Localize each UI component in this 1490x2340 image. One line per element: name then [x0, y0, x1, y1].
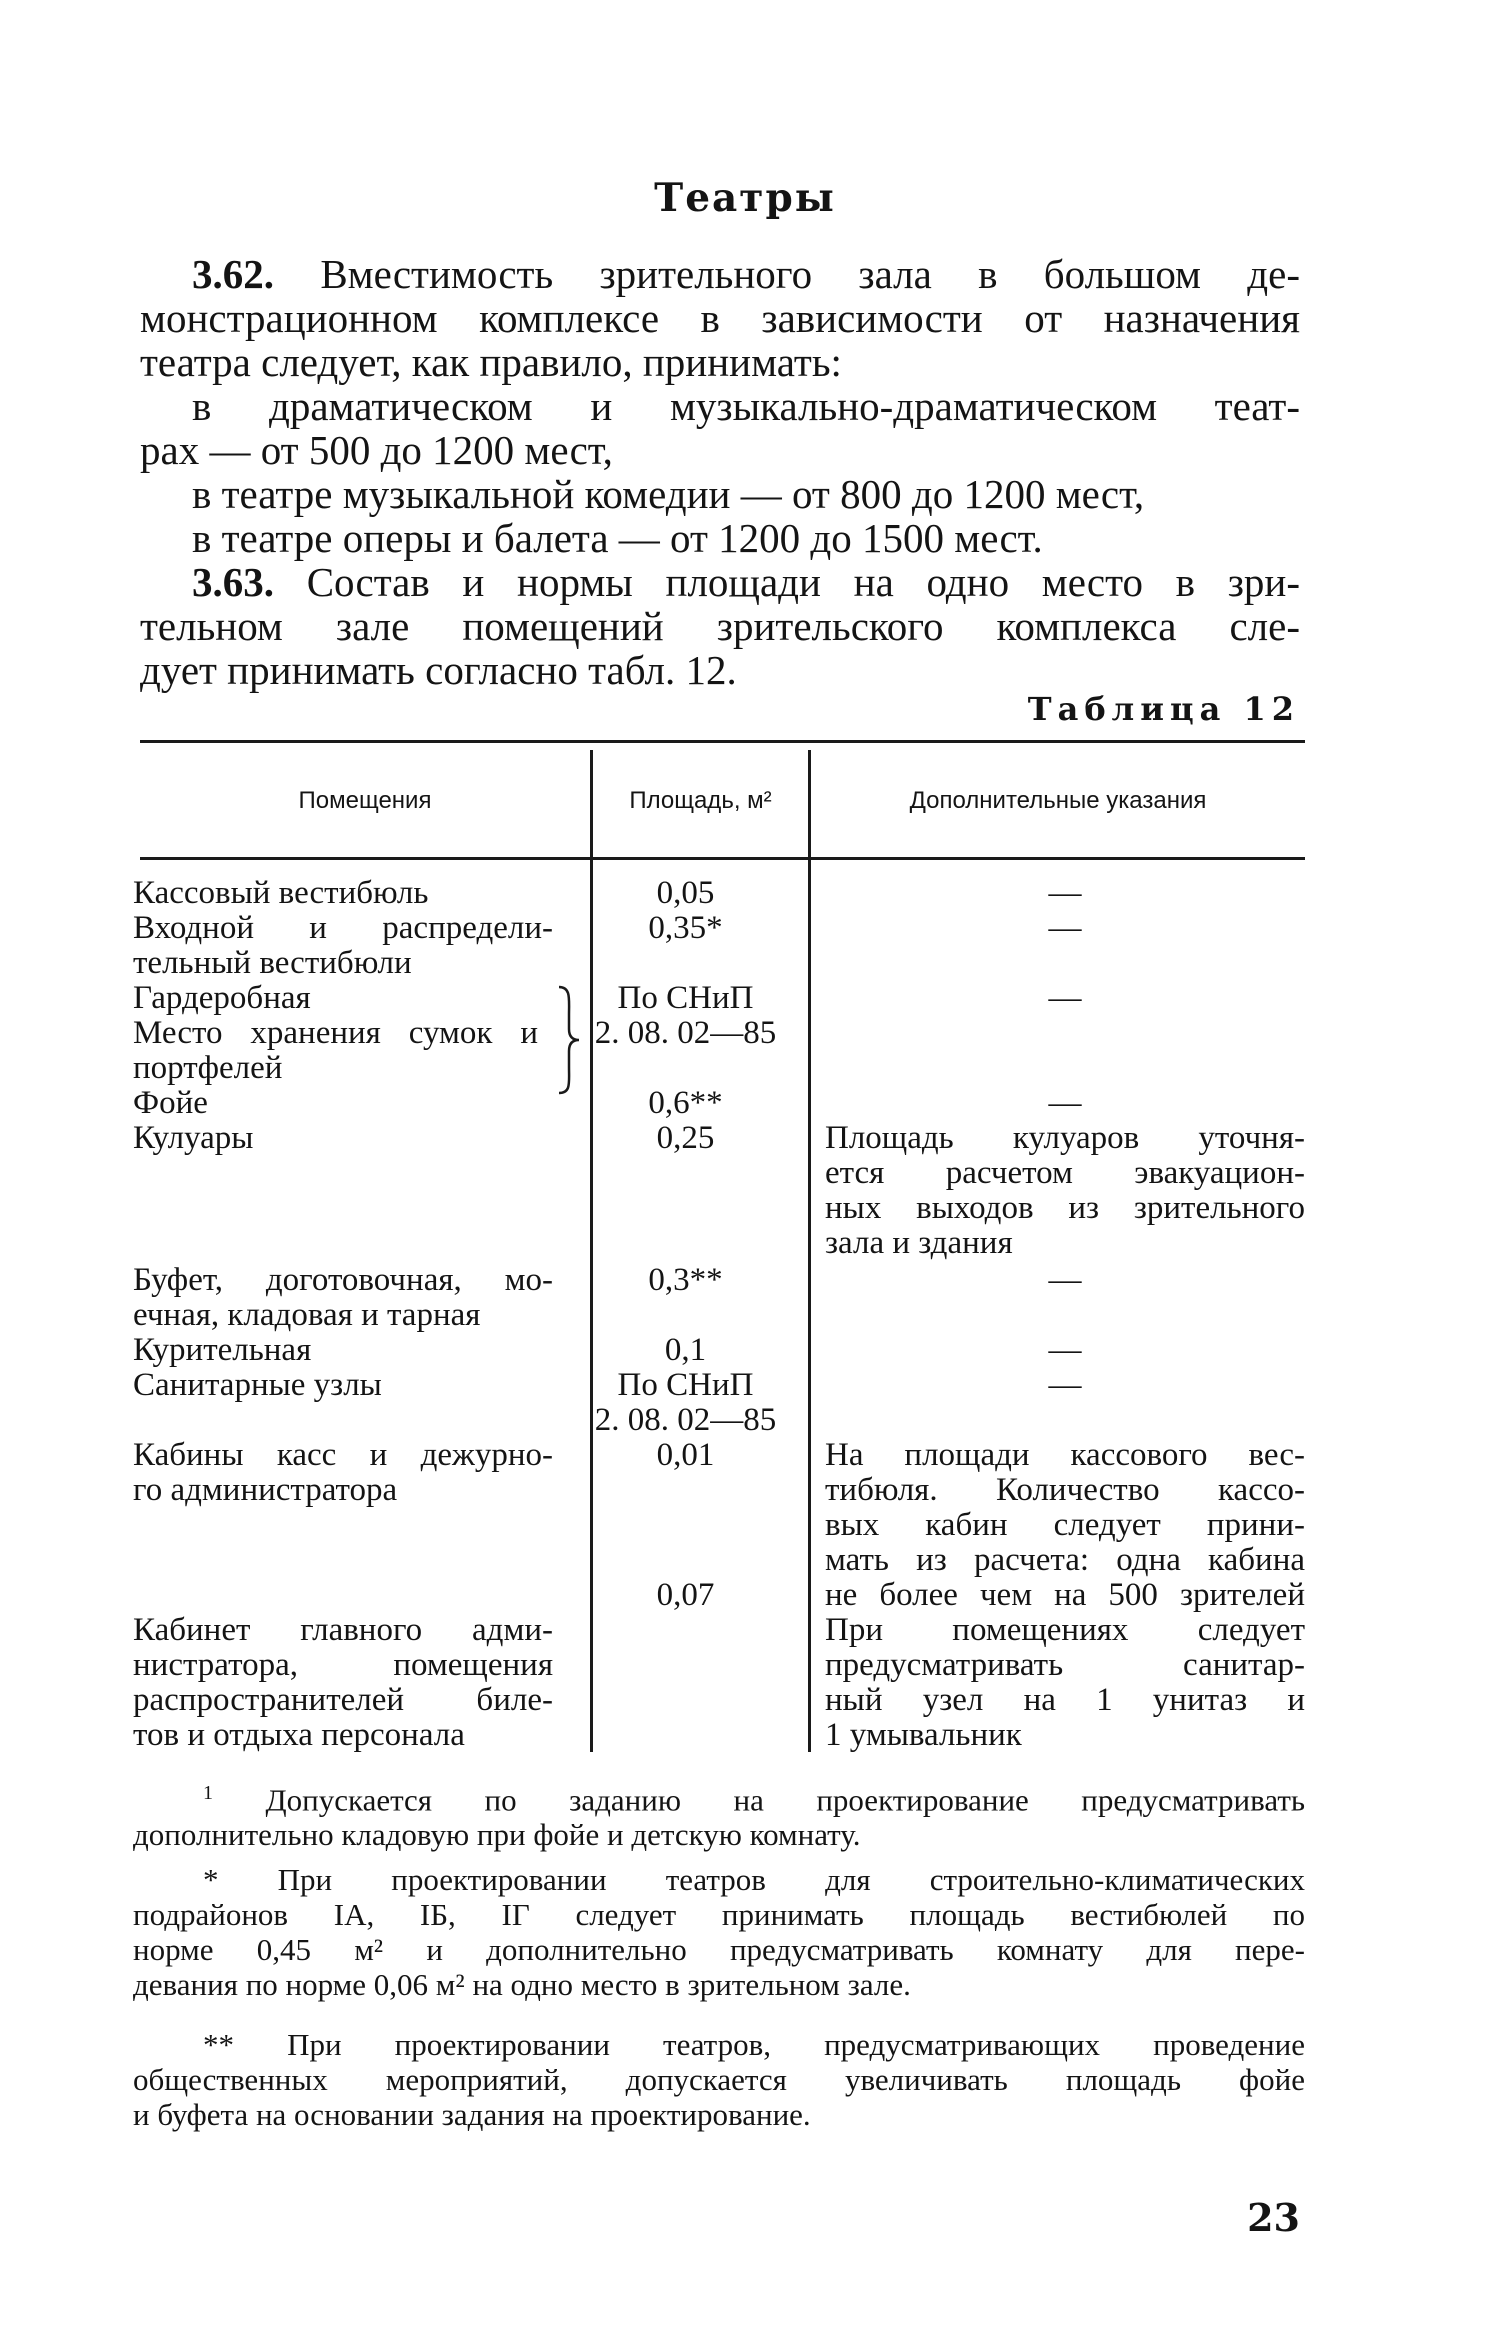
table-cell-area: 2. 08. 02—85	[594, 1015, 777, 1051]
footnote-line: общественных мероприятий, допускается увеличивать площадь фойе	[133, 2062, 1305, 2097]
table-cell-note: ется расчетом эвакуацион-	[825, 1155, 1305, 1191]
table-cell-area: 0,25	[656, 1120, 715, 1156]
table-cell-note-dash: —	[1048, 875, 1082, 911]
footnote-line: ** При проектировании театров, предусматривающих проведение	[203, 2027, 1305, 2062]
footnote-line: * При проектировании театров для строительно-климатических	[203, 1862, 1305, 1897]
table-cell-room: ечная, кладовая и тарная	[133, 1297, 481, 1333]
paragraph-line: дует принимать согласно табл. 12.	[140, 647, 737, 693]
table-cell-note: мать из расчета: одна кабина	[825, 1542, 1305, 1578]
right-brace-icon	[555, 985, 583, 1095]
table-cell-note-dash: —	[1048, 980, 1082, 1016]
paragraph-line: 3.62. Вместимость зрительного зала в большом де-	[192, 251, 1300, 297]
table-cell-area: По СНиП	[617, 1367, 754, 1403]
footnote-2	[133, 1862, 1305, 2002]
table-cell-note: предусматривать санитар-	[825, 1647, 1305, 1683]
table-cell-room: Кабинет главного адми-	[133, 1612, 553, 1648]
list-item-line: в театре оперы и балета — от 1200 до 1500 мест.	[192, 515, 1043, 561]
paragraph-line: монстрационном комплексе в зависимости от назначения	[140, 295, 1300, 341]
list-item-line: в театре музыкальной комедии — от 800 до 1200 мест,	[192, 471, 1145, 517]
paragraph-line: тельном зале помещений зрительского комплекса сле-	[140, 603, 1300, 649]
table-cell-note: При помещениях следует	[825, 1612, 1305, 1648]
table-cell-area: 0,35*	[648, 910, 723, 946]
table-cell-room: Санитарные узлы	[133, 1367, 382, 1403]
paragraph-line: театра следует, как правило, принимать:	[140, 339, 842, 385]
footnote-3	[133, 2027, 1305, 2132]
list-item-line: в драматическом и музыкально-драматическом теат-	[192, 383, 1300, 429]
table-cell-area: 0,3**	[648, 1262, 723, 1298]
table-cell-area: 0,05	[656, 875, 715, 911]
table-cell-area: 0,6**	[648, 1085, 723, 1121]
table-cell-area: По СНиП	[617, 980, 754, 1016]
footnote-mark: 1	[203, 1782, 213, 1804]
table-cell-room: тельный вестибюли	[133, 945, 412, 981]
table-cell-note: ный узел на 1 унитаз и	[825, 1682, 1305, 1718]
table-cell-note-dash: —	[1048, 1367, 1082, 1403]
paragraph-3-62	[140, 252, 1300, 560]
footnote-line: подрайонов IА, IБ, IГ следует принимать площадь вестибюлей по	[133, 1897, 1305, 1932]
table-cell-note: зала и здания	[825, 1225, 1013, 1261]
table-cell-room: Буфет, доготовочная, мо-	[133, 1262, 553, 1298]
table-cell-area: 0,07	[656, 1577, 715, 1613]
paragraph-number: 3.63.	[192, 559, 274, 605]
paragraph-line: 3.63. Состав и нормы площади на одно место в зри-	[192, 559, 1301, 605]
table-cell-area: 0,1	[664, 1332, 707, 1368]
table-cell-note-dash: —	[1048, 1332, 1082, 1368]
table-cell-room: Гардеробная	[133, 980, 311, 1016]
column-header-rooms: Помещения	[298, 787, 432, 814]
table-cell-room: Кулуары	[133, 1120, 254, 1156]
table-cell-note: Площадь кулуаров уточня-	[825, 1120, 1305, 1156]
footnote-line: норме 0,45 м² и дополнительно предусматривать комнату для пере-	[133, 1932, 1305, 1967]
table-column-divider	[808, 750, 811, 1752]
table-cell-room: Место хранения сумок и	[133, 1015, 538, 1051]
footnote-line: девания по норме 0,06 м² на одно место в зрительном зале.	[133, 1967, 911, 2002]
table-cell-note: не более чем на 500 зрителей	[825, 1577, 1305, 1613]
column-header-area: Площадь, м²	[629, 787, 772, 814]
table-cell-room: го администратора	[133, 1472, 398, 1508]
table-cell-room: распространителей биле-	[133, 1682, 553, 1718]
table-cell-room: нистратора, помещения	[133, 1647, 553, 1683]
section-title: Театры	[654, 175, 836, 221]
table-top-rule	[140, 740, 1305, 743]
table-header-rule	[140, 857, 1305, 860]
table-cell-note: 1 умывальник	[825, 1717, 1022, 1753]
table-cell-note-dash: —	[1048, 1085, 1082, 1121]
footnote-line: и буфета на основании задания на проектирование.	[133, 2097, 811, 2132]
table-cell-note-dash: —	[1048, 910, 1082, 946]
table-cell-room: Фойе	[133, 1085, 208, 1121]
table-cell-room: Кабины касс и дежурно-	[133, 1437, 553, 1473]
table-cell-room: Кассовый вестибюль	[133, 875, 429, 911]
paragraph-3-63	[140, 560, 1300, 692]
table-cell-note: На площади кассового вес-	[825, 1437, 1305, 1473]
table-cell-room: Входной и распредели-	[133, 910, 553, 946]
table-cell-room: тов и отдыха персонала	[133, 1717, 465, 1753]
table-cell-note-dash: —	[1048, 1262, 1082, 1298]
table-caption: Таблица 12	[1027, 690, 1300, 728]
table-cell-area: 2. 08. 02—85	[594, 1402, 777, 1438]
footnote-line: $^1$ Допускается по заданию на проектирование предусматривать	[203, 1782, 1306, 1818]
table-cell-room: Курительная	[133, 1332, 312, 1368]
table-cell-room: портфелей	[133, 1050, 283, 1086]
table-cell-note: ных выходов из зрительного	[825, 1190, 1305, 1226]
table-cell-note: тибюля. Количество кассо-	[825, 1472, 1305, 1508]
footnote-line: дополнительно кладовую при фойе и детскую комнату.	[133, 1817, 861, 1853]
table-cell-note: вых кабин следует прини-	[825, 1507, 1305, 1543]
list-item-line: рах — от 500 до 1200 мест,	[140, 427, 613, 473]
page-number: 23	[1247, 2195, 1300, 2240]
footnote-1	[133, 1776, 1305, 1852]
column-header-notes: Дополнительные указания	[909, 787, 1207, 814]
paragraph-number: 3.62.	[192, 251, 274, 297]
table-cell-area: 0,01	[656, 1437, 715, 1473]
